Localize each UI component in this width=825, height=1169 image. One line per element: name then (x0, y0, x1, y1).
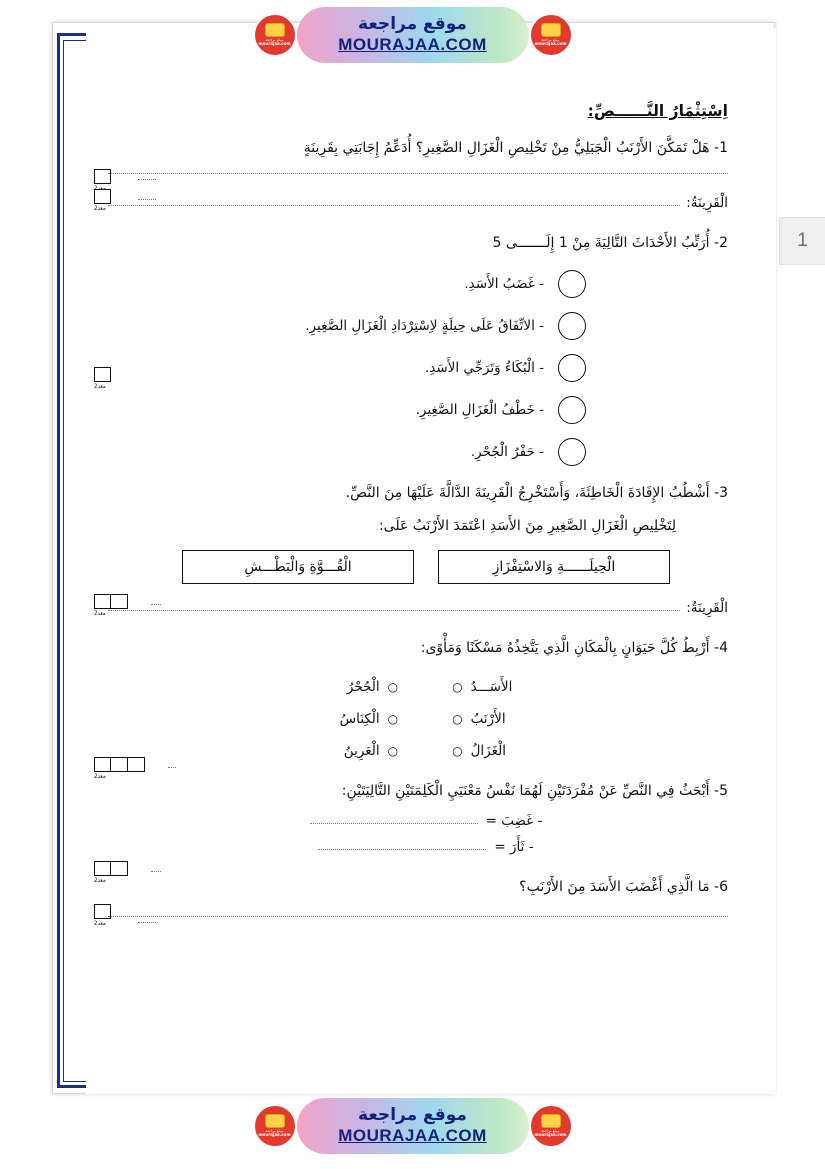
page-title: اِسْتِثْمَارُ النَّــــــصِّ: (587, 102, 728, 120)
order-item[interactable] (96, 263, 756, 305)
order-item[interactable] (96, 305, 756, 347)
mark-label: معد2 (94, 919, 106, 927)
synonym-row-2[interactable] (96, 839, 756, 855)
mark-label: معد2 (94, 610, 106, 617)
watermark-banner-bottom (0, 1091, 825, 1161)
margin-rule (138, 179, 156, 180)
marks-q4 (94, 757, 156, 780)
question-2-text: 2- أُرَتِّبُ الأَحْدَاثَ التَّالِيَةَ مِنْ 1 إِلَـــــــى 5 (492, 234, 728, 251)
order-item-label: - الْبُكَاءُ وَتَرَجِّي الأَسَدِ. (424, 360, 544, 376)
order-circle[interactable] (558, 396, 586, 424)
badge-glyph-icon (265, 23, 285, 37)
margin-rule (138, 199, 156, 200)
question-6 (96, 875, 756, 900)
match-item[interactable] (340, 679, 398, 695)
order-circle[interactable] (558, 438, 586, 466)
order-item[interactable] (96, 347, 756, 389)
badge-bottom-text: mourajaa.com (258, 1132, 291, 1138)
mark-box[interactable] (128, 757, 145, 772)
badge-glyph-icon (265, 1114, 285, 1128)
match-dot-icon[interactable]: ○ (387, 679, 399, 694)
mark-box[interactable] (94, 861, 111, 876)
match-item[interactable] (340, 743, 398, 759)
match-dot-icon[interactable]: ○ (452, 711, 463, 726)
match-label: الْعَرِينُ (343, 742, 380, 759)
marks-q6 (94, 904, 156, 927)
answer-line[interactable] (318, 849, 486, 850)
mark-label: معد2 (94, 204, 106, 212)
site-badge-icon (529, 13, 573, 57)
watermark-pill (297, 1098, 529, 1154)
answer-line[interactable] (108, 173, 728, 174)
order-item[interactable] (96, 431, 756, 473)
answer-line[interactable] (108, 205, 680, 206)
answer-line[interactable] (108, 610, 680, 611)
match-label: الْغَزَالُ (470, 742, 507, 759)
question-5-text: 5- أَبْحَثُ فِي النَّصِّ عَنْ مُفْرَدَتَيْنِ لَهُمَا نَفْسُ مَعْنَيَيِ الْكَلِمَتَيْنِ التَّالِيَتَيْنِ: (341, 782, 728, 799)
order-circle[interactable] (558, 354, 586, 382)
badge-top-text: موقع مراجعة (265, 37, 284, 42)
question-4 (96, 636, 756, 661)
marks-q5 (94, 861, 156, 884)
site-badge-icon (253, 13, 297, 57)
badge-glyph-icon (541, 23, 561, 37)
mark-box[interactable] (94, 189, 111, 204)
order-item[interactable] (96, 389, 756, 431)
mark-box[interactable] (111, 594, 128, 609)
question-3-evidence-line[interactable] (96, 600, 756, 616)
mark-label: معد2 (94, 184, 106, 192)
synonym-row-1[interactable] (96, 813, 756, 829)
watermark-line-1: موقع مراجعة (358, 14, 467, 35)
watermark-pill (297, 7, 529, 63)
question-6-answer-line[interactable] (96, 916, 756, 922)
synonym-word: - ثَأَرَ = (494, 839, 534, 855)
order-item-label: - غَضَبُ الأَسَدِ. (464, 276, 544, 292)
match-label: الأَسَـــدُ (470, 678, 513, 695)
matching-column-left (340, 679, 398, 759)
matching-exercise (96, 679, 756, 759)
margin-rule (138, 922, 156, 923)
synonym-word: - غَضِبَ = (485, 813, 543, 829)
match-label: الْجُحْرُ (346, 678, 380, 695)
question-1-evidence-line[interactable] (96, 195, 756, 211)
mark-box[interactable] (94, 594, 111, 609)
mark-box[interactable] (111, 861, 128, 876)
badge-bottom-text: mourajaa.com (534, 41, 567, 47)
site-badge-icon (529, 1104, 573, 1148)
question-3-choices (96, 550, 756, 584)
badge-glyph-icon (541, 1114, 561, 1128)
marks-q2 (94, 367, 156, 390)
question-3 (96, 481, 756, 506)
match-dot-icon[interactable]: ○ (452, 679, 463, 694)
order-circle[interactable] (558, 270, 586, 298)
choice-option-1[interactable]: الْحِيلَــــــةِ وَالاسْتِفْزَازِ (438, 550, 670, 584)
margin-rule (168, 767, 176, 768)
match-item[interactable] (340, 711, 398, 727)
match-item[interactable] (452, 679, 512, 695)
question-3-subtext-wrap (96, 514, 756, 539)
watermark-line-2: MOURAJAA.COM (338, 35, 487, 54)
match-dot-icon[interactable]: ○ (452, 743, 463, 758)
watermark-banner-top (0, 0, 825, 70)
mark-label: معد2 (94, 877, 106, 884)
question-2 (96, 231, 756, 256)
match-label: الْكِنَاسُ (339, 710, 380, 727)
marks-q1-b (94, 189, 156, 212)
mark-label: معد2 (94, 772, 106, 780)
match-label: الأَرْنَبُ (470, 710, 506, 727)
badge-top-text: موقع مراجعة (541, 37, 560, 42)
answer-line[interactable] (310, 823, 478, 824)
question-3-subtext: لِتَخْلِيصِ الْغَزَالِ الصَّغِيرِ مِنَ الأَسَدِ اعْتَمَدَ الأَرْنَبُ عَلَى: (378, 517, 676, 534)
answer-line[interactable] (108, 916, 728, 917)
question-6-text: 6- مَا الَّذِي أَغْضَبَ الأَسَدَ مِنَ الأَرْنَبِ؟ (519, 879, 728, 895)
match-item[interactable] (452, 711, 512, 727)
marks-q3 (94, 594, 156, 617)
question-1-answer-line-1[interactable] (96, 173, 756, 179)
worksheet-content (96, 52, 756, 1082)
badge-top-text: موقع مراجعة (265, 1128, 284, 1133)
evidence-label: الْقَرِينَةُ: (686, 600, 728, 616)
margin-rule (151, 604, 161, 605)
question-4-text: 4- أَرْبِطُ كُلَّ حَيَوَانٍ بِالْمَكَانِ الَّذِي يَتَّخِذُهُ مَسْكَنًا وَمَأْوًى: (420, 640, 728, 656)
site-badge-icon (253, 1104, 297, 1148)
question-1-text: 1- هَلْ تَمَكَّنَ الأَرْنَبُ الْجَبَلِيُّ مِنْ تَخْلِيصِ الْغَزَالِ الصَّغِيرِ؟ أُدَعِّمُ إِجَابَتِي بِقَرِينَةٍ (303, 140, 728, 156)
question-1 (96, 136, 756, 161)
match-dot-icon[interactable]: ○ (387, 711, 399, 726)
question-5 (96, 779, 756, 804)
mark-box[interactable] (94, 367, 111, 382)
match-dot-icon[interactable]: ○ (387, 743, 399, 758)
mark-box[interactable] (111, 757, 128, 772)
margin-rule (151, 871, 161, 872)
choice-option-2[interactable]: الْقُـــوَّةِ وَالْبَطْـــشِ (182, 550, 414, 584)
page-number-tab: 1 (779, 217, 825, 265)
mark-box[interactable] (94, 169, 111, 184)
question-3-text: 3- أَشْطُبُ الإِفَادَةَ الْخَاطِئَةَ، وَأَسْتَخْرِجُ الْقَرِينَةَ الدَّالَّةَ عَلَيْهَا مِنَ النَّصِّ. (345, 485, 728, 501)
matching-column-right (452, 679, 512, 759)
watermark-line-1: موقع مراجعة (358, 1105, 467, 1126)
order-item-label: - حَفْرُ الْجُحْرِ. (470, 444, 544, 460)
mark-box[interactable] (94, 904, 111, 919)
evidence-label: الْقَرِينَةُ: (686, 194, 728, 211)
badge-bottom-text: mourajaa.com (534, 1132, 567, 1138)
match-item[interactable] (452, 743, 512, 759)
mark-box[interactable] (94, 757, 111, 772)
order-item-label: - خَطْفُ الْغَزَالِ الصَّغِيرِ. (415, 402, 544, 418)
badge-bottom-text: mourajaa.com (258, 41, 291, 47)
order-item-label: - الاتِّفَاقُ عَلَى حِيلَةٍ لاِسْتِرْدَادِ الْغَزَالِ الصَّغِيرِ. (305, 318, 544, 334)
watermark-line-2: MOURAJAA.COM (338, 1126, 487, 1145)
mark-label: معد2 (94, 383, 106, 390)
badge-top-text: موقع مراجعة (541, 1128, 560, 1133)
order-circle[interactable] (558, 312, 586, 340)
